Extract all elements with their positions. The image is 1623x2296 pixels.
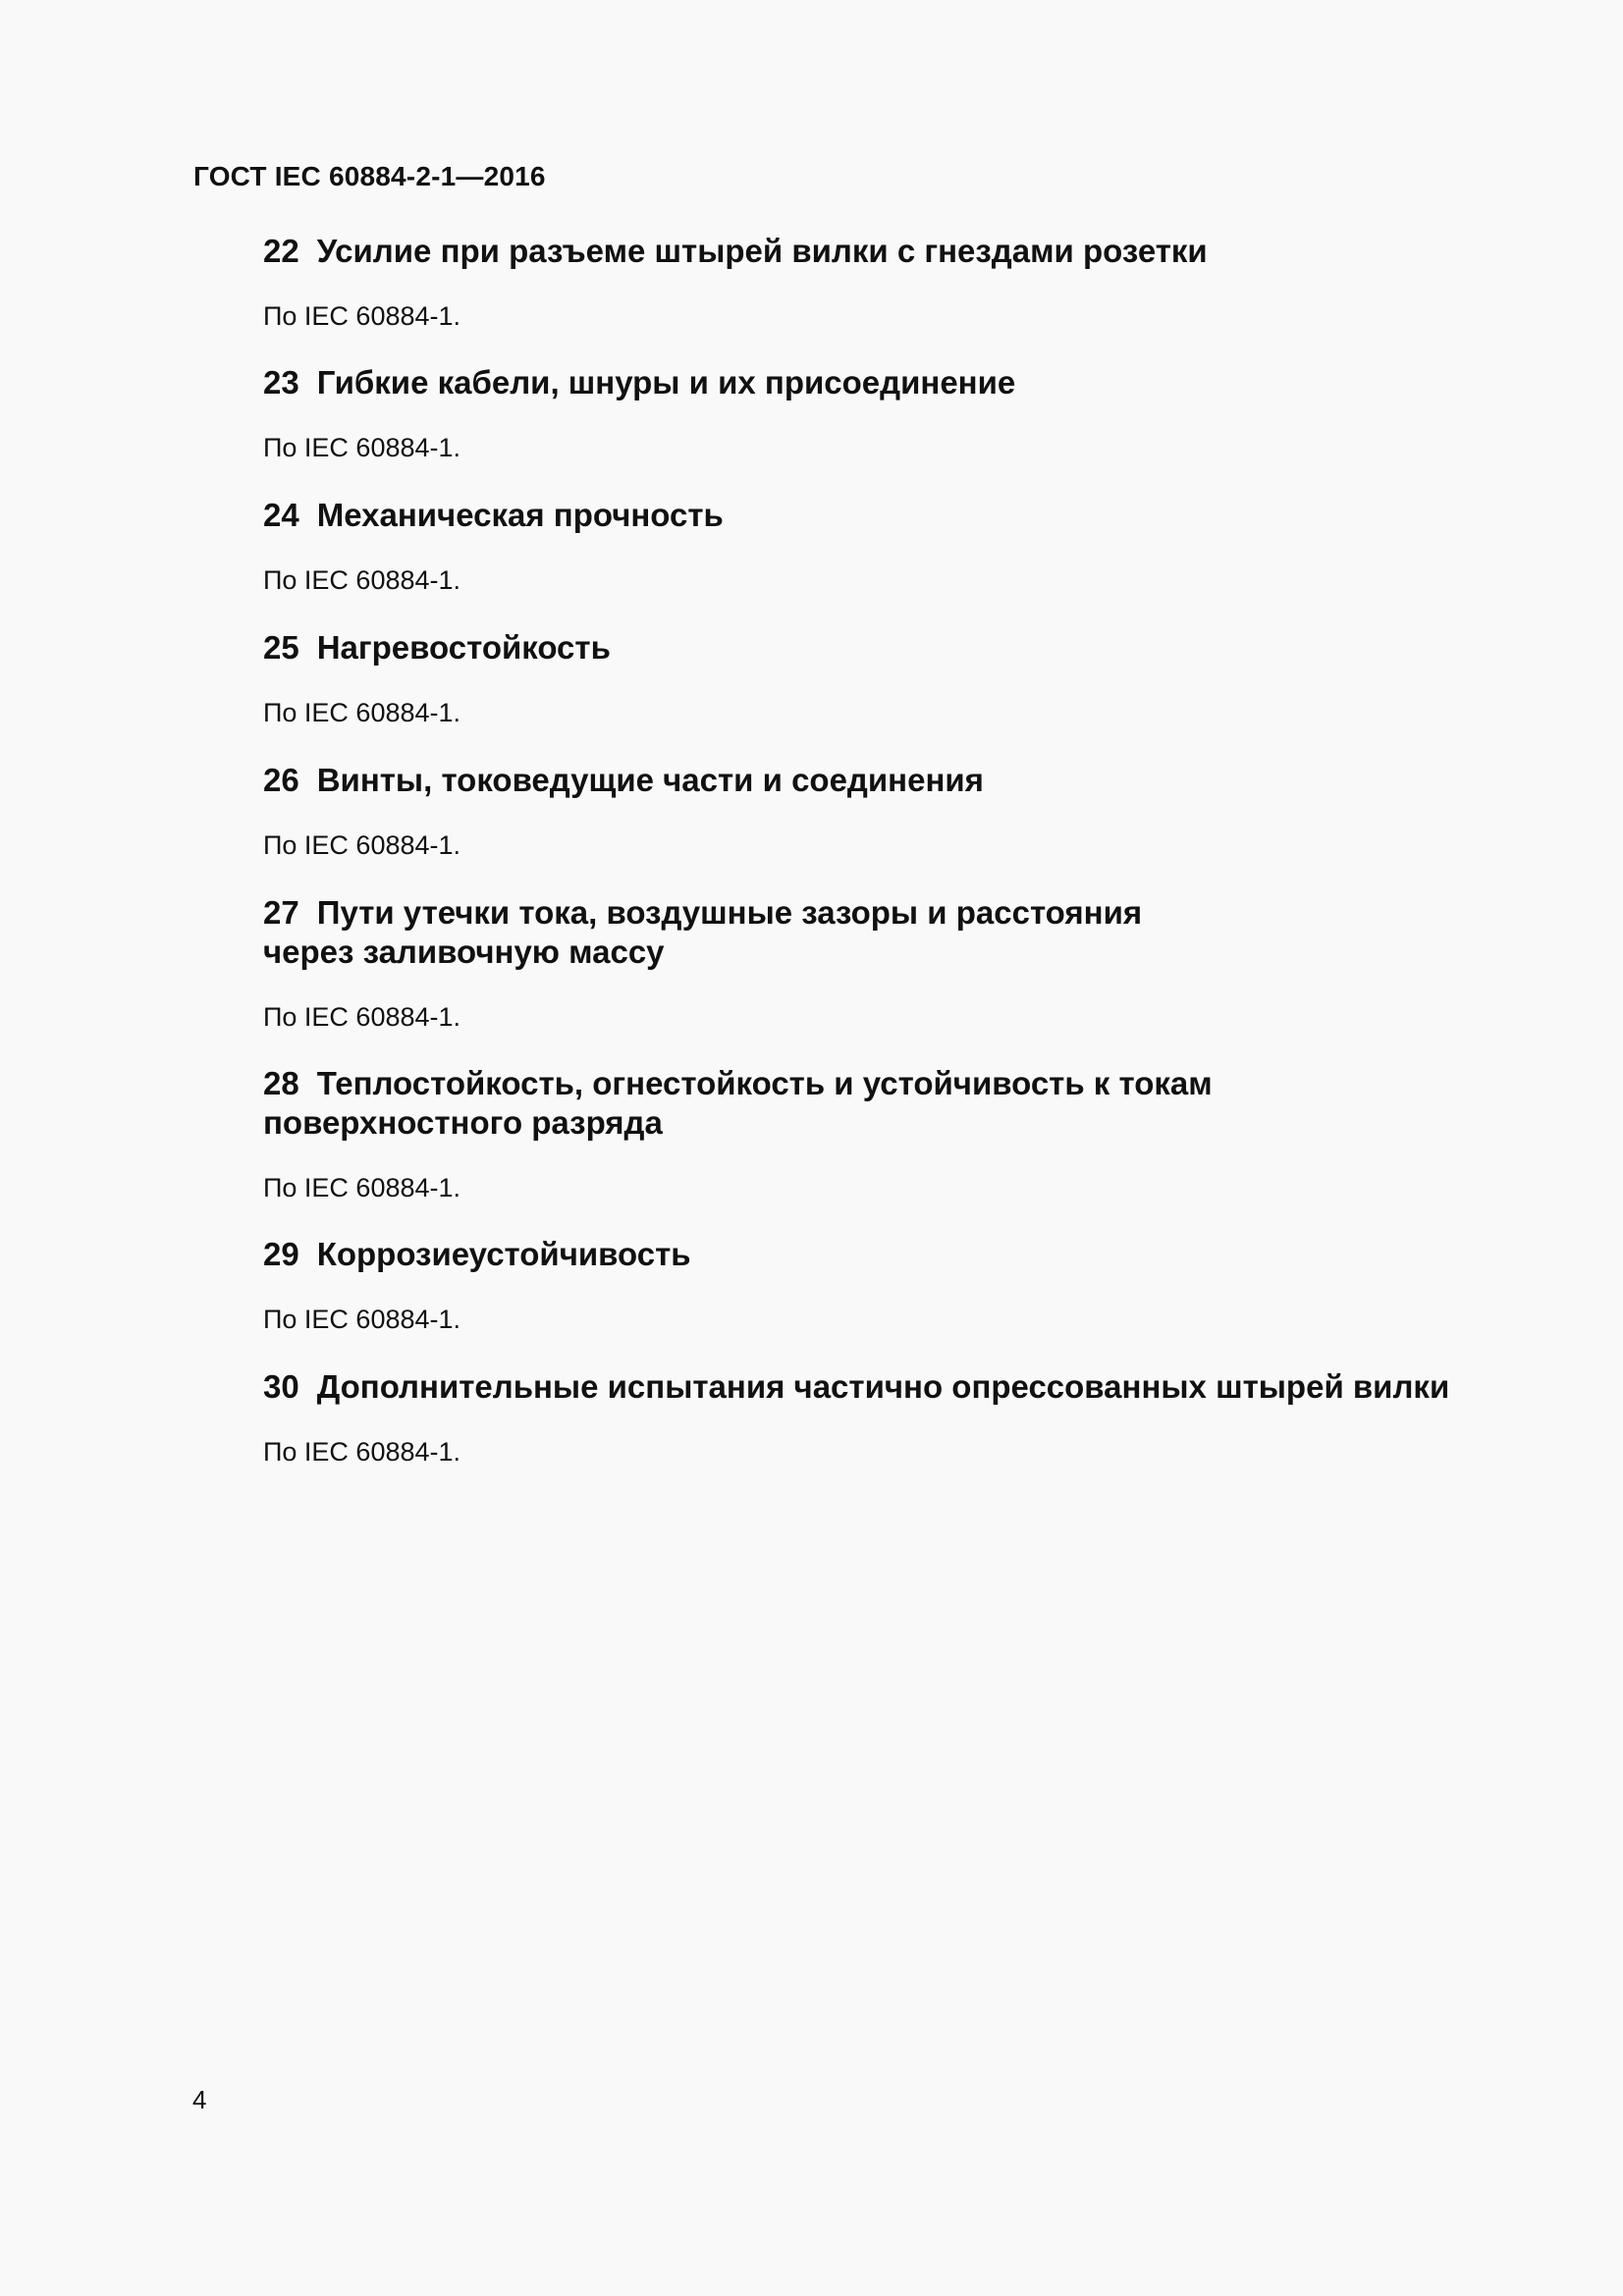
section-25 <box>263 628 1540 727</box>
section-heading: Дополнительные испытания частично опрессованных штырей вилки <box>316 1368 1450 1405</box>
section-body: По IEC 60884-1. <box>263 1305 461 1334</box>
section-title <box>263 1367 1540 1407</box>
section-title <box>263 232 1540 271</box>
section-number: 24 <box>263 497 299 533</box>
section-heading: Нагревостойкость <box>316 629 611 666</box>
section-heading: Теплостойкость, огнестойкость и устойчивость к токам <box>316 1065 1213 1101</box>
section-28 <box>263 1064 1540 1202</box>
section-heading: Пути утечки тока, воздушные зазоры и расстояния <box>316 894 1143 931</box>
section-title <box>263 628 1540 667</box>
section-heading: Винты, токоведущие части и соединения <box>316 762 984 798</box>
section-body: По IEC 60884-1. <box>263 1002 461 1032</box>
section-number: 27 <box>263 894 299 931</box>
section-heading-line2: поверхностного разряда <box>263 1104 663 1141</box>
section-26 <box>263 761 1540 860</box>
section-30 <box>263 1367 1540 1467</box>
section-22 <box>263 232 1540 331</box>
section-number: 26 <box>263 762 299 798</box>
section-heading: Гибкие кабели, шнуры и их присоединение <box>316 364 1016 400</box>
section-heading: Усилие при разъеме штырей вилки с гнездами розетки <box>316 233 1208 269</box>
section-body: По IEC 60884-1. <box>263 565 461 595</box>
section-body: По IEC 60884-1. <box>263 1173 461 1202</box>
section-23 <box>263 363 1540 462</box>
section-heading: Механическая прочность <box>316 497 724 533</box>
section-number: 22 <box>263 233 299 269</box>
section-number: 29 <box>263 1236 299 1272</box>
section-body: По IEC 60884-1. <box>263 301 461 331</box>
section-title <box>263 1064 1540 1143</box>
section-title <box>263 496 1540 535</box>
section-title <box>263 761 1540 800</box>
section-body: По IEC 60884-1. <box>263 698 461 727</box>
section-title <box>263 1235 1540 1274</box>
section-body: По IEC 60884-1. <box>263 433 461 462</box>
document-header: ГОСТ IEC 60884-2-1—2016 <box>193 161 546 191</box>
section-heading-line2: через заливочную массу <box>263 934 665 970</box>
section-27 <box>263 893 1540 1032</box>
section-heading: Коррозиеустойчивость <box>316 1236 691 1272</box>
section-number: 28 <box>263 1065 299 1101</box>
section-title <box>263 893 1540 972</box>
section-number: 30 <box>263 1368 299 1405</box>
section-title <box>263 363 1540 402</box>
section-body: По IEC 60884-1. <box>263 1437 461 1467</box>
section-29 <box>263 1235 1540 1334</box>
section-body: По IEC 60884-1. <box>263 830 461 860</box>
page-number: 4 <box>192 2085 207 2114</box>
section-24 <box>263 496 1540 595</box>
section-number: 25 <box>263 629 299 666</box>
section-number: 23 <box>263 364 299 400</box>
